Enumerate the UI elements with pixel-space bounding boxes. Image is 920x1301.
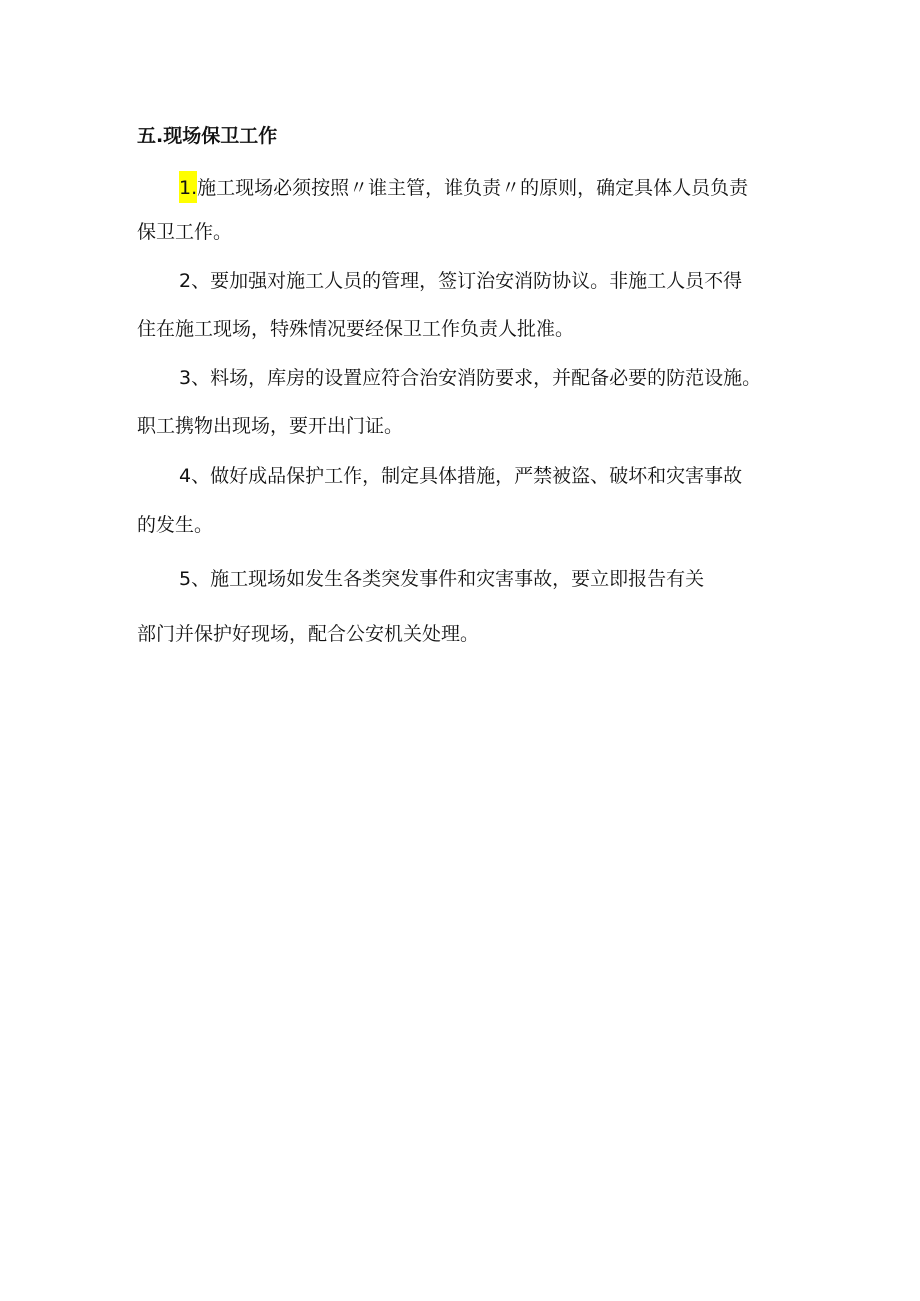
item-5-line-1: 5、施工现场如发生各类突发事件和灾害事故，要立即报告有关: [179, 568, 705, 590]
item-2-line-1: 2、要加强对施工人员的管理，签订治安消防协议。非施工人员不得: [179, 270, 743, 292]
item-1-line-1: [179, 171, 748, 203]
item-2-line-2: 住在施工现场，特殊情况要经保卫工作负责人批准。: [137, 318, 575, 340]
item-1-line-2: 保卫工作。: [137, 221, 233, 243]
item-1-text: 施工现场必须按照〃谁主管，谁负责〃的原则，确定具体人员负责: [197, 177, 749, 199]
section-heading: 五.现场保卫工作: [137, 125, 278, 147]
item-4-line-2: 的发生。: [137, 514, 214, 536]
item-4-line-1: 4、做好成品保护工作，制定具体措施，严禁被盗、破坏和灾害事故: [179, 465, 743, 487]
item-3-line-2: 职工携物出现场，要开出门证。: [137, 415, 404, 437]
item-1-number-highlight: 1.: [179, 171, 197, 203]
item-3-line-1: 3、料场，库房的设置应符合治安消防要求，并配备必要的防范设施。: [179, 367, 762, 389]
item-5-line-2: 部门并保护好现场，配合公安机关处理。: [137, 623, 480, 645]
